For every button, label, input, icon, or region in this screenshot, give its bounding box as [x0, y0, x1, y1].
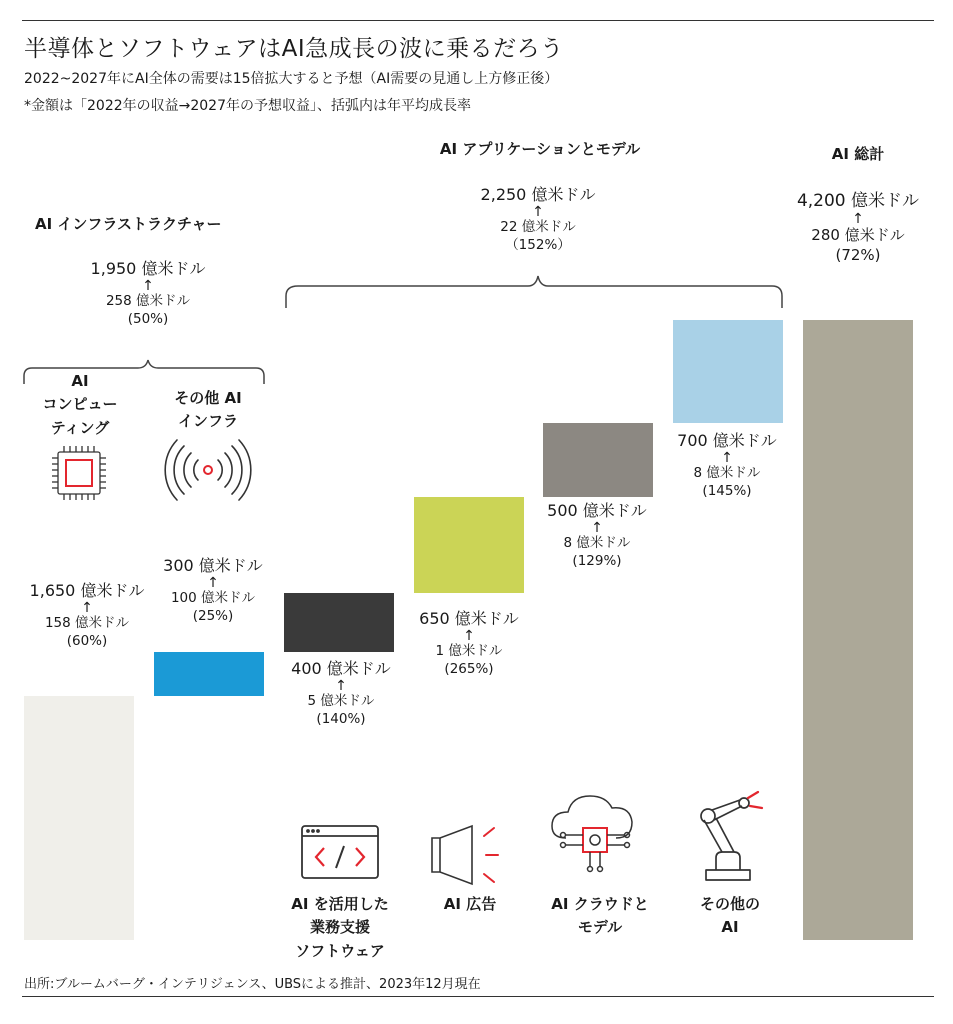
cat-name-ai-computing: AI コンピュー ティング — [42, 372, 118, 437]
apps-cagr: （152%） — [505, 236, 571, 253]
bar-arrow: ↑ — [207, 575, 219, 592]
bar-2022-value: 5 億米ドル — [307, 693, 375, 710]
bar-2027-value: 500 億米ドル — [547, 501, 647, 520]
bar-arrow: ↑ — [81, 600, 93, 617]
bar-2027-value: 300 億米ドル — [163, 556, 263, 575]
bar-arrow: ↑ — [591, 520, 603, 537]
bar-2022-value: 158 億米ドル — [44, 615, 130, 632]
bar-cagr: (140%) — [316, 710, 366, 727]
chart-subtitle: 2022~2027年にAI全体の需要は15倍拡大すると予想（AI需要の見通し上方修正後） — [24, 71, 559, 87]
apps-brace — [286, 276, 782, 308]
bar-2022-value: 1 億米ドル — [435, 643, 503, 660]
total-2022-value: 280 億米ドル — [811, 226, 905, 245]
apps-2027-value: 2,250 億米ドル — [480, 185, 596, 204]
bar-2027-value: 650 億米ドル — [419, 609, 519, 628]
total-arrow: ↑ — [852, 211, 864, 228]
bar-2022-value: 8 億米ドル — [693, 465, 761, 482]
bar-cagr: (25%) — [192, 607, 234, 624]
cat-name-ai-ads: AI 広告 — [443, 895, 497, 913]
bar-cagr: (129%) — [572, 552, 622, 569]
cat-name-other-infra: その他 AI インフラ — [174, 389, 242, 431]
cat-name-other-ai: その他の AI — [699, 895, 760, 937]
apps-arrow: ↑ — [532, 204, 544, 221]
infra-brace — [24, 360, 264, 384]
total-2027-value: 4,200 億米ドル — [796, 191, 920, 211]
apps-group-title: AI アプリケーションとモデル — [439, 140, 641, 158]
bar-cagr: (145%) — [702, 482, 752, 499]
source-note: 出所:ブルームバーグ・インテリジェンス、UBSによる推計、2023年12月現在 — [24, 977, 481, 992]
cloud-chip-icon — [552, 796, 632, 872]
bar-2027-value: 400 億米ドル — [291, 659, 391, 678]
infra-group-title: AI インフラストラクチャー — [35, 215, 222, 233]
bar-arrow: ↑ — [463, 628, 475, 645]
megaphone-icon — [432, 826, 498, 884]
bar-cagr: (265%) — [444, 660, 494, 677]
bar-arrow: ↑ — [721, 450, 733, 467]
total-group-title: AI 総計 — [831, 145, 885, 163]
robot-arm-icon — [701, 792, 762, 880]
cat-name-ai-cloud: AI クラウドと モデル — [551, 895, 649, 937]
bar-2022-value: 8 億米ドル — [563, 535, 631, 552]
infra-2027-value: 1,950 億米ドル — [90, 259, 206, 278]
bar-cagr: (60%) — [66, 632, 108, 649]
infra-2022-value: 258 億米ドル — [105, 293, 191, 310]
bottom-rule — [22, 996, 934, 997]
chart-title: 半導体とソフトウェアはAI急成長の波に乗るだろう — [24, 36, 564, 62]
wireless-signal-icon — [165, 440, 251, 500]
infra-cagr: (50%) — [127, 310, 169, 327]
apps-2022-value: 22 億米ドル — [500, 219, 576, 236]
bar-2022-value: 100 億米ドル — [170, 590, 256, 607]
cpu-chip-icon — [52, 446, 106, 500]
bar-arrow: ↑ — [335, 678, 347, 695]
chart-note: *金額は「2022年の収益→2027年の予想収益」、括弧内は年平均成長率 — [24, 98, 471, 114]
bar-2027-value: 700 億米ドル — [677, 431, 777, 450]
cat-name-business-software: AI を活用した 業務支援 ソフトウェア — [291, 895, 389, 960]
bar-2027-value: 1,650 億米ドル — [29, 581, 145, 600]
code-window-icon — [302, 826, 378, 878]
infra-arrow: ↑ — [142, 278, 154, 295]
total-cagr: (72%) — [835, 246, 881, 265]
